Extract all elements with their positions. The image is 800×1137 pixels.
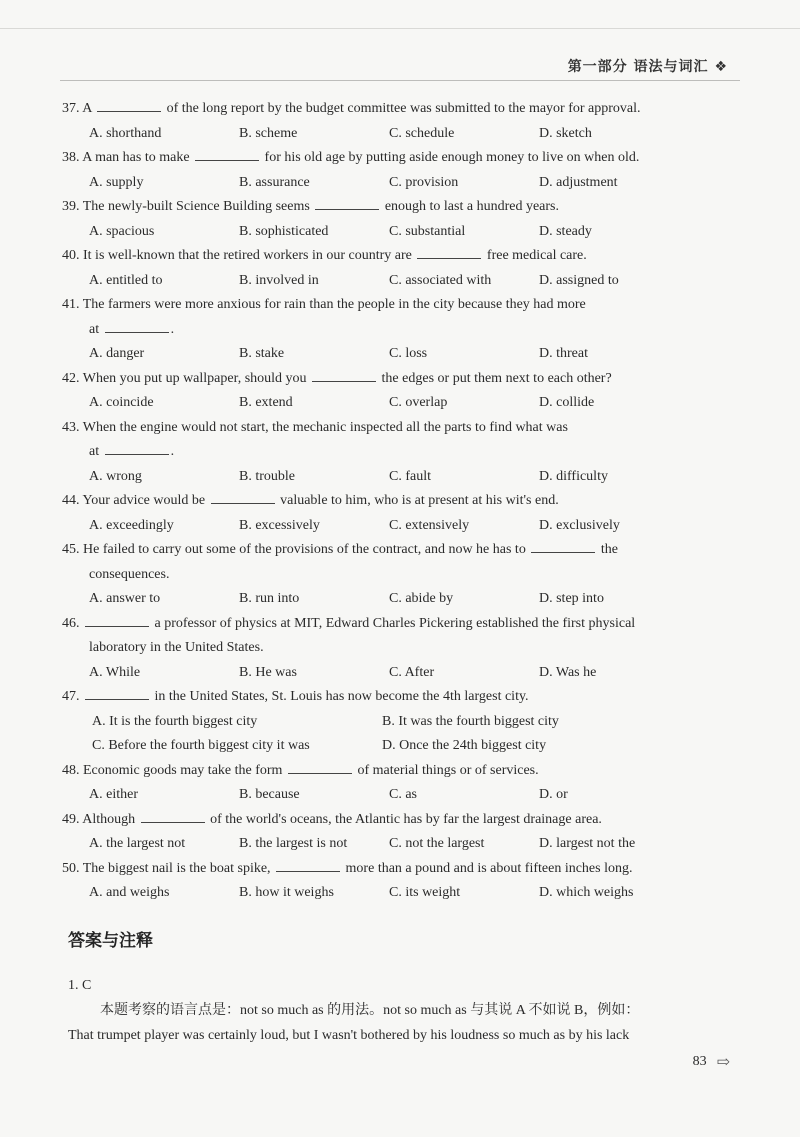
- stem-text: enough to last a hundred years.: [384, 199, 559, 214]
- question-stem: [62, 244, 734, 269]
- question-list: [62, 97, 734, 906]
- option-choice: D. largest not the: [539, 836, 636, 851]
- answer-blank: [315, 196, 379, 210]
- answers-title: 答案与注释: [68, 931, 153, 951]
- option-choice: B. run into: [239, 591, 300, 606]
- header-rule: [60, 80, 740, 81]
- stem-text: of the long report by the budget committee was submitted to the mayor for approval.: [166, 101, 641, 116]
- option-row: [62, 465, 734, 490]
- question-stem: [62, 808, 734, 833]
- page-footer: [693, 1052, 730, 1072]
- question-stem: [62, 685, 734, 710]
- option-choice: B. the largest is not: [239, 836, 348, 851]
- question-item: [62, 293, 734, 367]
- option-choice: D. assigned to: [539, 272, 619, 288]
- stem-continuation: [62, 318, 734, 343]
- stem-text: of the world's oceans, the Atlantic has by far the largest drainage area.: [210, 811, 602, 827]
- question-stem: [62, 367, 734, 392]
- option-choice: D. threat: [539, 346, 588, 361]
- question-stem: [62, 857, 734, 882]
- question-item: [62, 146, 734, 195]
- option-choice: D. difficulty: [539, 468, 608, 484]
- answer-example: That trumpet player was certainly loud, but I wasn't bothered by his loudness so much as by his lack: [68, 1028, 630, 1043]
- question-number: 37.: [62, 101, 80, 116]
- question-stem: [62, 146, 734, 171]
- option-choice: A. exceedingly: [89, 517, 174, 533]
- option-choice: C. extensively: [389, 517, 470, 533]
- question-number: 50.: [62, 860, 80, 876]
- stem-text: .: [170, 444, 175, 459]
- option-choice: A. entitled to: [89, 272, 163, 288]
- option-choice: D. Was he: [539, 664, 597, 680]
- stem-text: When you put up wallpaper, should you: [82, 370, 307, 386]
- question-stem: [62, 97, 734, 122]
- stem-text: He failed to carry out some of the provisions of the contract, and now he has to: [83, 542, 526, 557]
- question-stem: [62, 759, 734, 784]
- option-choice: A. the largest not: [89, 836, 186, 851]
- option-choice: A. coincide: [89, 395, 154, 410]
- stem-text: The newly-built Science Building seems: [82, 199, 310, 214]
- option-choice: B. trouble: [239, 468, 295, 484]
- question-item: [62, 538, 734, 612]
- option-choice: C. abide by: [389, 591, 454, 606]
- question-stem: [62, 416, 734, 465]
- answer-blank: [195, 147, 259, 161]
- answer-blank: [211, 490, 275, 504]
- option-choice: C. loss: [389, 346, 428, 361]
- option-grid: [62, 710, 734, 759]
- option-choice: D. adjustment: [539, 174, 618, 190]
- stem-text: a professor of physics at MIT, Edward Charles Pickering established the first physical: [154, 615, 636, 631]
- answer-paragraph: 本题考察的语言点是：not so much as 的用法。not so much as 与其说 A 不如说 B，例如：: [100, 1003, 640, 1018]
- stem-continuation: [62, 440, 734, 465]
- answer-blank: [105, 319, 169, 333]
- question-number: 49.: [62, 811, 80, 827]
- stem-text: the edges or put them next to each other?: [381, 370, 612, 386]
- option-choice: B. extend: [239, 395, 293, 410]
- option-choice: C. fault: [389, 468, 431, 484]
- question-stem: [62, 489, 734, 514]
- question-number: 39.: [62, 199, 80, 214]
- header-ornament: ❖: [714, 59, 728, 75]
- answer-blank: [85, 613, 149, 627]
- stem-text: the: [600, 542, 618, 557]
- option-choice: A. spacious: [89, 223, 155, 239]
- question-item: [62, 685, 734, 759]
- option-row: [62, 514, 734, 539]
- question-item: [62, 195, 734, 244]
- option-row: [62, 171, 734, 196]
- stem-text: The farmers were more anxious for rain than the people in the city because they had more: [82, 297, 586, 312]
- option-choice: B. stake: [239, 346, 285, 361]
- answers-section: [68, 973, 732, 1048]
- option-choice: C. After: [389, 664, 435, 680]
- stem-text: valuable to him, who is at present at his wit's end.: [280, 493, 559, 508]
- option-choice: C. as: [389, 787, 417, 802]
- answer-blank: [288, 760, 352, 774]
- option-choice: A. While: [89, 664, 141, 680]
- question-number: 47.: [62, 689, 80, 704]
- stem-text: of material things or of services.: [357, 762, 539, 778]
- answer-blank: [85, 686, 149, 700]
- question-stem: [62, 195, 734, 220]
- question-item: [62, 244, 734, 293]
- option-choice: C. associated with: [389, 272, 492, 288]
- question-number: 41.: [62, 297, 80, 312]
- page-number: 83: [692, 1054, 707, 1069]
- option-choice: A. and weighs: [89, 885, 170, 900]
- option-row: [62, 220, 734, 245]
- question-item: [62, 759, 734, 808]
- option-row: [62, 783, 734, 808]
- stem-text: Although: [82, 811, 136, 827]
- option-choice: B. It was the fourth biggest city: [382, 713, 559, 729]
- option-choice: D. steady: [539, 223, 592, 239]
- answer-blank: [312, 368, 376, 382]
- option-choice: A. It is the fourth biggest city: [92, 713, 258, 729]
- top-rule: [0, 28, 800, 29]
- answer-blank: [531, 539, 595, 553]
- option-choice: B. involved in: [239, 272, 319, 288]
- stem-text: in the United States, St. Louis has now become the 4th largest city.: [154, 689, 529, 704]
- option-row: [62, 661, 734, 686]
- option-choice: B. sophisticated: [239, 223, 329, 239]
- question-number: 43.: [62, 419, 80, 435]
- option-choice: A. either: [89, 787, 138, 802]
- option-choice: C. schedule: [389, 125, 455, 141]
- option-choice: D. step into: [539, 591, 604, 606]
- option-row: [62, 587, 734, 612]
- running-header: [568, 56, 728, 76]
- option-choice: C. not the largest: [389, 836, 485, 851]
- answer-blank: [105, 441, 169, 455]
- question-number: 46.: [62, 615, 80, 631]
- header-title: 第一部分 语法与词汇: [567, 59, 709, 75]
- option-row: [62, 342, 734, 367]
- stem-text: It is well-known that the retired workers in our country are: [83, 248, 412, 263]
- stem-text: free medical care.: [486, 248, 587, 263]
- question-number: 40.: [62, 248, 80, 263]
- stem-text: more than a pound and is about fifteen inches long.: [345, 860, 633, 876]
- question-item: [62, 416, 734, 490]
- question-item: [62, 97, 734, 146]
- option-choice: C. provision: [389, 174, 459, 190]
- stem-text: A man has to make: [82, 150, 190, 165]
- option-choice: D. or: [539, 787, 568, 802]
- question-item: [62, 808, 734, 857]
- answer-blank: [417, 245, 481, 259]
- option-choice: B. He was: [239, 664, 297, 680]
- option-choice: D. collide: [539, 395, 595, 410]
- stem-text: at: [89, 321, 100, 337]
- question-number: 45.: [62, 542, 80, 557]
- option-choice: A. wrong: [89, 468, 142, 484]
- answer-blank: [97, 98, 161, 112]
- option-choice: C. substantial: [389, 223, 466, 239]
- stem-text: When the engine would not start, the mechanic inspected all the parts to find what was: [82, 419, 568, 435]
- question-item: [62, 367, 734, 416]
- option-choice: A. danger: [89, 346, 145, 361]
- option-choice: B. assurance: [239, 174, 310, 190]
- option-choice: B. excessively: [239, 517, 320, 533]
- stem-text: A: [82, 101, 92, 116]
- question-number: 38.: [62, 150, 80, 165]
- question-number: 44.: [62, 493, 80, 508]
- option-choice: C. overlap: [389, 395, 448, 410]
- stem-text: for his old age by putting aside enough money to live on when old.: [264, 150, 640, 165]
- answer-blank: [141, 809, 205, 823]
- question-stem: [62, 612, 734, 661]
- option-choice: B. scheme: [239, 125, 298, 141]
- stem-text: Economic goods may take the form: [83, 762, 283, 778]
- stem-text: The biggest nail is the boat spike,: [82, 860, 271, 876]
- option-row: [62, 832, 734, 857]
- option-choice: D. which weighs: [539, 885, 634, 900]
- stem-text: .: [170, 321, 175, 337]
- option-choice: D. Once the 24th biggest city: [382, 738, 547, 753]
- answer-item: 1. C: [68, 978, 92, 993]
- option-choice: A. shorthand: [89, 125, 162, 141]
- stem-continuation: consequences.: [89, 566, 170, 582]
- question-number: 42.: [62, 370, 80, 386]
- question-item: [62, 489, 734, 538]
- option-choice: B. because: [239, 787, 300, 802]
- stem-text: Your advice would be: [82, 493, 206, 508]
- option-row: [62, 122, 734, 147]
- option-choice: D. exclusively: [539, 517, 620, 533]
- question-number: 48.: [62, 762, 80, 778]
- stem-continuation: laboratory in the United States.: [89, 640, 264, 655]
- stem-text: at: [89, 444, 100, 459]
- option-choice: C. its weight: [389, 885, 461, 900]
- next-arrow-icon: ⇨: [716, 1054, 730, 1071]
- question-item: [62, 612, 734, 686]
- question-stem: [62, 293, 734, 342]
- option-choice: A. supply: [89, 174, 144, 190]
- option-choice: B. how it weighs: [239, 885, 334, 900]
- question-stem: [62, 538, 734, 587]
- option-choice: D. sketch: [539, 125, 592, 141]
- option-row: [62, 391, 734, 416]
- option-row: [62, 269, 734, 294]
- option-choice: A. answer to: [89, 591, 161, 606]
- option-choice: C. Before the fourth biggest city it was: [92, 738, 310, 753]
- answer-blank: [276, 858, 340, 872]
- option-row: [62, 881, 734, 906]
- question-item: [62, 857, 734, 906]
